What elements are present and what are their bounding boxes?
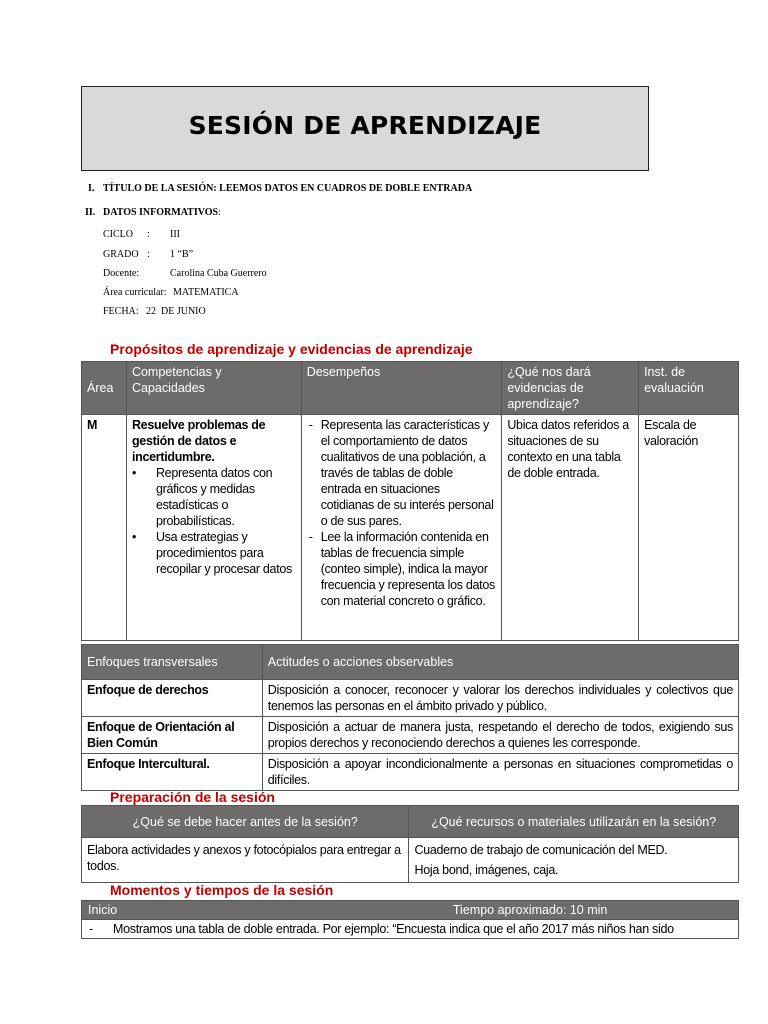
header-enfoques: Enfoques transversales <box>82 645 263 680</box>
section-2-colon: : <box>218 207 221 218</box>
desempenos-cell <box>301 415 502 641</box>
header-area: Área <box>82 362 127 415</box>
page-title: SESIÓN DE APRENDIZAJE <box>188 111 542 140</box>
section-2-label: DATOS INFORMATIVOS <box>103 207 219 218</box>
preparacion-row <box>82 838 739 883</box>
ciclo-sep: : <box>147 229 150 240</box>
docente-value: Carolina Cuba Guerrero <box>170 268 267 279</box>
enfoque-row <box>82 680 739 717</box>
header-antes: ¿Qué se debe hacer antes de la sesión? <box>82 806 409 838</box>
momentos-header-row <box>82 901 739 920</box>
grado-value: 1 “B” <box>170 249 194 260</box>
capacidad-item: • Representa datos con gráficos y medidas estadísticas o probabilísticas. <box>132 465 296 529</box>
section-1-number: I. <box>88 183 95 194</box>
momento-item-text: Mostramos una tabla de doble entrada. Por ejemplo: “Encuesta indica que el año 2017 más niños han sido <box>113 922 674 936</box>
preparacion-header-row <box>82 806 739 838</box>
enfoques-table <box>81 644 739 791</box>
competencias-cell <box>126 415 301 641</box>
enfoque-row <box>82 754 739 791</box>
area-label: Área curricular: <box>103 287 167 298</box>
momento-item: - Mostramos una tabla de doble entrada. Por ejemplo: “Encuesta indica que el año 2017 más niños han sido <box>82 920 739 939</box>
desempeno-item: - Representa las características y el comportamiento de datos cualitativos de una población, a través de tablas de doble entrada en situaciones cotidianas de su interés personal o de sus pares. <box>307 417 497 529</box>
competencia-title: Resuelve problemas de gestión de datos e incertidumbre. <box>131 418 266 464</box>
capacidades-list <box>132 465 296 577</box>
header-evidencias: ¿Qué nos dará evidencias de aprendizaje? <box>502 362 639 415</box>
ciclo-value: III <box>170 229 180 240</box>
enfoque-name: Enfoque de derechos <box>82 680 263 717</box>
section-2 <box>103 207 221 218</box>
grado-label: GRADO <box>103 249 139 260</box>
tiempo-label: Tiempo aproximado: 10 min <box>447 901 739 920</box>
ciclo-label: CICLO <box>103 229 133 240</box>
recurso-item: Hoja bond, imágenes, caja. <box>414 863 559 877</box>
section-2-number: II. <box>85 207 96 218</box>
momentos-row <box>82 920 739 939</box>
grado-sep: : <box>147 249 150 260</box>
enfoque-actitud: Disposición a apoyar incondicionalmente a personas en situaciones comprometidas o difíciles. <box>262 754 738 791</box>
enfoque-actitud: Disposición a actuar de manera justa, respetando el derecho de todos, exigiendo sus propios derechos y reconociendo derechos a quienes les corresponde. <box>262 717 738 754</box>
preparacion-table <box>81 805 739 883</box>
enfoques-header-row <box>82 645 739 680</box>
evidencia-cell: Ubica datos referidos a situaciones de su contexto en una tabla de doble entrada. <box>502 415 639 641</box>
header-competencias: Competencias y Capacidades <box>126 362 301 415</box>
momentos-heading: Momentos y tiempos de la sesión <box>110 882 334 898</box>
capacidad-item: • Usa estrategias y procedimientos para recopilar y procesar datos <box>132 529 296 577</box>
inicio-label: Inicio <box>82 901 447 920</box>
docente-label: Docente: <box>103 268 140 279</box>
propositos-header-row <box>82 362 739 415</box>
propositos-heading: Propósitos de aprendizaje y evidencias de aprendizaje <box>110 341 473 357</box>
section-1-value: : LEEMOS DATOS EN CUADROS DE DOBLE ENTRADA <box>213 183 473 194</box>
header-recursos: ¿Qué recursos o materiales utilizarán en la sesión? <box>409 806 739 838</box>
propositos-row <box>82 415 739 641</box>
instrumento-cell: Escala de valoración <box>639 415 739 641</box>
antes-cell: Elabora actividades y anexos y fotocópialos para entregar a todos. <box>82 838 409 883</box>
fecha-label: FECHA: <box>103 306 139 317</box>
recurso-item: Cuaderno de trabajo de comunicación del MED. <box>414 843 668 857</box>
propositos-table <box>81 361 739 641</box>
fecha-value: 22 DE JUNIO <box>146 306 206 317</box>
area-value: MATEMATICA <box>173 287 239 298</box>
enfoque-name: Enfoque Intercultural. <box>82 754 263 791</box>
preparacion-heading: Preparación de la sesión <box>110 789 275 805</box>
title-box <box>81 86 649 171</box>
momentos-table <box>81 900 739 939</box>
header-instrumento: Inst. de evaluación <box>639 362 739 415</box>
section-1-label: TÍTULO DE LA SESIÓN <box>103 183 214 194</box>
header-actitudes: Actitudes o acciones observables <box>262 645 738 680</box>
header-desempenos: Desempeños <box>301 362 502 415</box>
desempenos-list <box>307 417 497 609</box>
enfoque-row <box>82 717 739 754</box>
area-cell: M <box>82 415 127 641</box>
enfoque-name: Enfoque de Orientación al Bien Común <box>82 717 263 754</box>
desempeno-item: - Lee la información contenida en tablas de frecuencia simple (conteo simple), indica la mayor frecuencia y representa los datos con material concreto o gráfico. <box>307 529 497 609</box>
recursos-cell <box>409 838 739 883</box>
section-1 <box>103 183 472 194</box>
enfoque-actitud: Disposición a conocer, reconocer y valorar los derechos individuales y colectivos que tenemos las personas en el ámbito privado y público. <box>262 680 738 717</box>
